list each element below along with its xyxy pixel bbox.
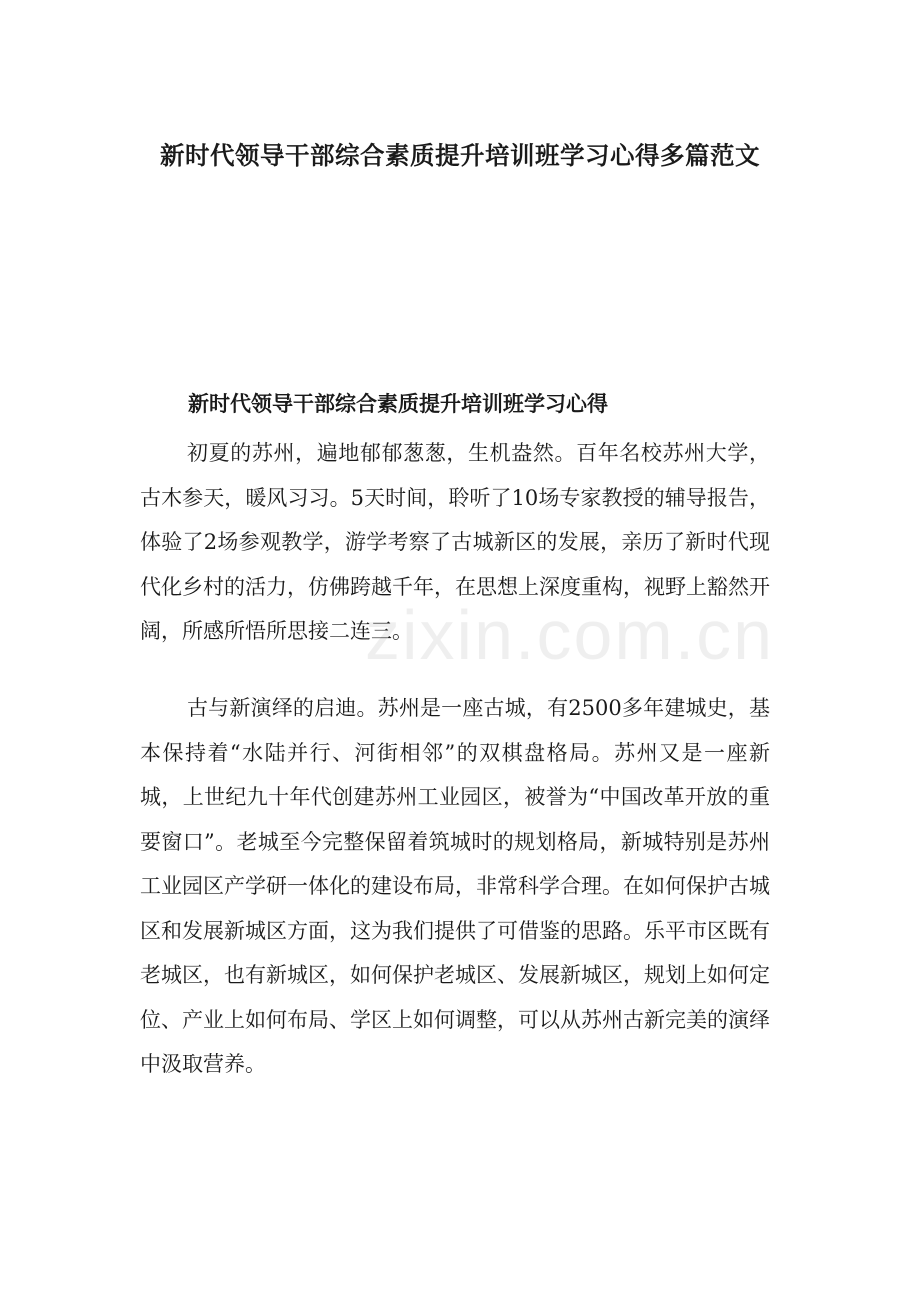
section-heading: 新时代领导干部综合素质提升培训班学习心得 bbox=[188, 391, 608, 416]
paragraph-2: 古与新演绎的启迪。苏州是一座古城，有2500多年建城史，基本保持着“水陆并行、河街相邻”的双棋盘格局。苏州又是一座新城，上世纪九十年代创建苏州工业园区，被誉为“中国改革开放的重要窗口”。老城至今完整保留着筑城时的规划格局，新城特别是苏州工业园区产学研一体化的建设布局，非常科学合理。在如何保护古城区和发展新城区方面，这为我们提供了可借鉴的思路。乐平市区既有老城区，也有新城区，如何保护老城区、发展新城区，规划上如何定位、产业上如何布局、学区上如何调整，可以从苏州古新完美的演绎中汲取营养。 bbox=[140, 696, 770, 1076]
document-title: 新时代领导干部综合素质提升培训班学习心得多篇范文 bbox=[160, 141, 760, 170]
watermark: zixin.com.cn bbox=[365, 596, 775, 674]
paragraph-1: 初夏的苏州，遍地郁郁葱葱，生机盎然。百年名校苏州大学，古木参天，暖风习习。5天时间，聆听了10场专家教授的辅导报告，体验了2场参观教学，游学考察了古城新区的发展，亲历了新时代现代化乡村的活力，仿佛跨越千年，在思想上深度重构，视野上豁然开阔，所感所悟所思接二连三。 bbox=[140, 441, 770, 643]
